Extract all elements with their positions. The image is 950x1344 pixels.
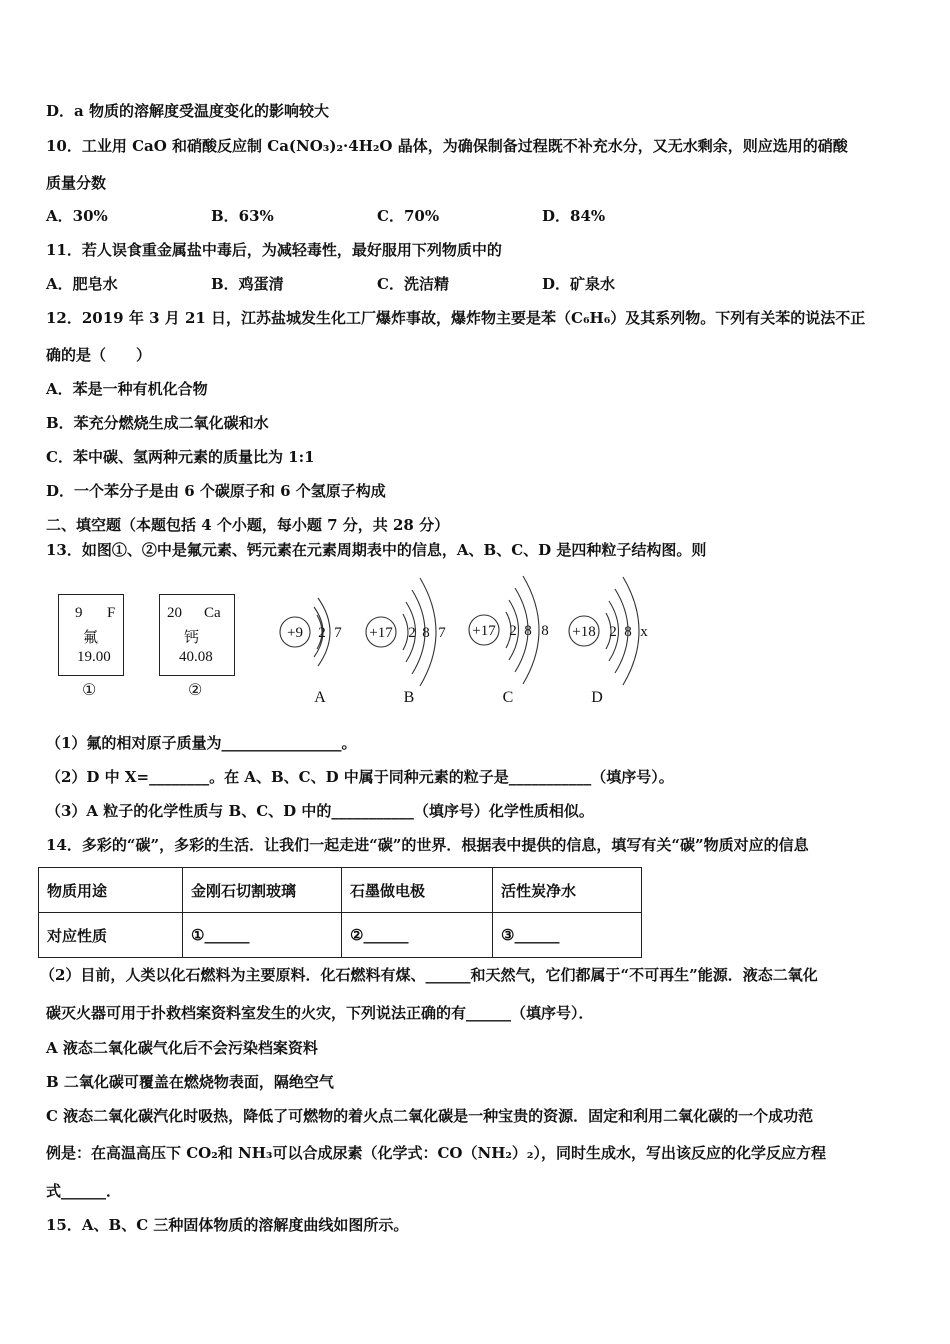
electron-count: 2 xyxy=(408,625,416,641)
q10-option-b: B．63% xyxy=(211,207,274,225)
particle-label-b: B xyxy=(403,689,415,706)
electron-count: 2 xyxy=(318,625,326,641)
electron-count: 8 xyxy=(624,624,632,640)
q11-option-b: B．鸡蛋清 xyxy=(211,275,284,293)
atomic-number: 9 xyxy=(75,605,83,621)
nucleus-charge-b: +17 xyxy=(369,625,393,641)
q14-stem: 14．多彩的“碳”，多彩的生活．让我们一起走进“碳”的世界．根据表中提供的信息，填写有关“碳”物质对应的信息 xyxy=(46,836,809,854)
q12-stem-line1: 12．2019 年 3 月 21 日，江苏盐城发生化工厂爆炸事故，爆炸物主要是苯（C₆H₆）及其系列物。下列有关苯的说法不正 xyxy=(46,309,866,327)
element-name: 钙 xyxy=(184,630,200,646)
q13-sub2: （2）D 中 X=________。在 A、B、C、D 中属于同种元素的粒子是___________（填序号）。 xyxy=(46,768,674,786)
figure-label-2: ② xyxy=(188,680,203,699)
q10-option-d: D．84% xyxy=(542,207,606,225)
q14-p2-line1: （2）目前，人类以化石燃料为主要原料．化石燃料有煤、______和天然气，它们都属于“不可再生”能源．液态二氧化 xyxy=(40,966,818,984)
atomic-mass: 19.00 xyxy=(77,649,111,665)
q11-option-c: C．洗洁精 xyxy=(377,275,449,293)
element-card-calcium xyxy=(159,594,235,676)
q14-p2-line2: 碳灭火器可用于扑救档案资料室发生的火灾，下列说法正确的有______（填序号）． xyxy=(46,1004,594,1022)
q11-option-a: A．肥皂水 xyxy=(46,275,118,293)
table-cell: ①______ xyxy=(183,913,342,958)
electron-count: 8 xyxy=(524,623,532,639)
element-symbol: F xyxy=(107,605,116,621)
q14-p2-option-a: A 液态二氧化碳气化后不会污染档案资料 xyxy=(46,1039,318,1057)
table-cell: ②______ xyxy=(342,913,493,958)
table-row xyxy=(39,868,642,913)
q12-option-d: D．一个苯分子是由 6 个碳原子和 6 个氢原子构成 xyxy=(46,482,386,500)
q10-option-c: C．70% xyxy=(377,207,440,225)
q10-option-a: A．30% xyxy=(46,207,108,225)
electron-count: 8 xyxy=(422,625,430,641)
q13-stem: 13．如图①、②中是氟元素、钙元素在元素周期表中的信息，A、B、C、D 是四种粒子结构图。则 xyxy=(46,541,707,559)
q10-stem-line2: 质量分数 xyxy=(46,174,107,192)
q14-p2-option-c: C 液态二氧化碳汽化时吸热，降低了可燃物的着火点二氧化碳是一种宝贵的资源．固定和利用二氧化碳的一个成功范 xyxy=(46,1107,814,1125)
table-cell: 石墨做电极 xyxy=(342,868,493,913)
carbon-uses-table xyxy=(38,867,642,958)
particle-label-a: A xyxy=(314,689,326,706)
table-cell: 物质用途 xyxy=(39,868,183,913)
atomic-mass: 40.08 xyxy=(179,649,213,665)
electron-count: 7 xyxy=(334,625,342,641)
atomic-number: 20 xyxy=(167,605,182,621)
q13-sub1: （1）氟的相对原子质量为________________。 xyxy=(46,734,357,752)
q14-p2-line7: 式______． xyxy=(46,1182,122,1200)
q12-option-a: A．苯是一种有机化合物 xyxy=(46,380,208,398)
q13-sub3: （3）A 粒子的化学性质与 B、C、D 中的___________（填序号）化学性质相似。 xyxy=(46,802,594,820)
particle-structure-diagrams xyxy=(260,570,680,715)
element-symbol: Ca xyxy=(204,605,221,621)
nucleus-charge-a: +9 xyxy=(287,625,303,641)
section-heading: 二、填空题（本题包括 4 个小题，每小题 7 分，共 28 分） xyxy=(46,516,450,534)
nucleus-charge-d: +18 xyxy=(572,624,596,640)
q11-stem: 11．若人误食重金属盐中毒后，为减轻毒性，最好服用下列物质中的 xyxy=(46,241,502,259)
q12-option-c: C．苯中碳、氢两种元素的质量比为 1:1 xyxy=(46,448,315,466)
q15-stem: 15．A、B、C 三种固体物质的溶解度曲线如图所示。 xyxy=(46,1216,409,1234)
q10-stem-line1: 10．工业用 CaO 和硝酸反应制 Ca(NO₃)₂·4H₂O 晶体，为确保制备过程既不补充水分，又无水剩余，则应选用的硝酸 xyxy=(46,137,848,155)
particle-label-d: D xyxy=(591,689,603,706)
table-cell: 对应性质 xyxy=(39,913,183,958)
q14-p2-option-b: B 二氧化碳可覆盖在燃烧物表面，隔绝空气 xyxy=(46,1073,334,1091)
element-card-fluorine xyxy=(58,594,124,676)
table-cell: ③______ xyxy=(493,913,642,958)
q9-option-d: D．a 物质的溶解度受温度变化的影响较大 xyxy=(46,102,329,120)
electron-count: 2 xyxy=(509,623,517,639)
q12-stem-line2: 确的是（ ） xyxy=(46,346,152,364)
table-cell: 金刚石切割玻璃 xyxy=(183,868,342,913)
particle-label-c: C xyxy=(502,689,514,706)
q12-option-b: B．苯充分燃烧生成二氧化碳和水 xyxy=(46,414,269,432)
nucleus-charge-c: +17 xyxy=(472,623,496,639)
table-row xyxy=(39,913,642,958)
element-name: 氟 xyxy=(83,630,99,646)
q14-p2-line6: 例是：在高温高压下 CO₂和 NH₃可以合成尿素（化学式：CO（NH₂）₂），同时生成水，写出该反应的化学反应方程 xyxy=(46,1144,827,1162)
electron-count: 7 xyxy=(438,625,446,641)
electron-count: 2 xyxy=(609,624,617,640)
electron-count: x xyxy=(640,624,648,640)
figure-label-1: ① xyxy=(82,680,97,699)
q11-option-d: D．矿泉水 xyxy=(542,275,616,293)
electron-count: 8 xyxy=(541,623,549,639)
table-cell: 活性炭净水 xyxy=(493,868,642,913)
